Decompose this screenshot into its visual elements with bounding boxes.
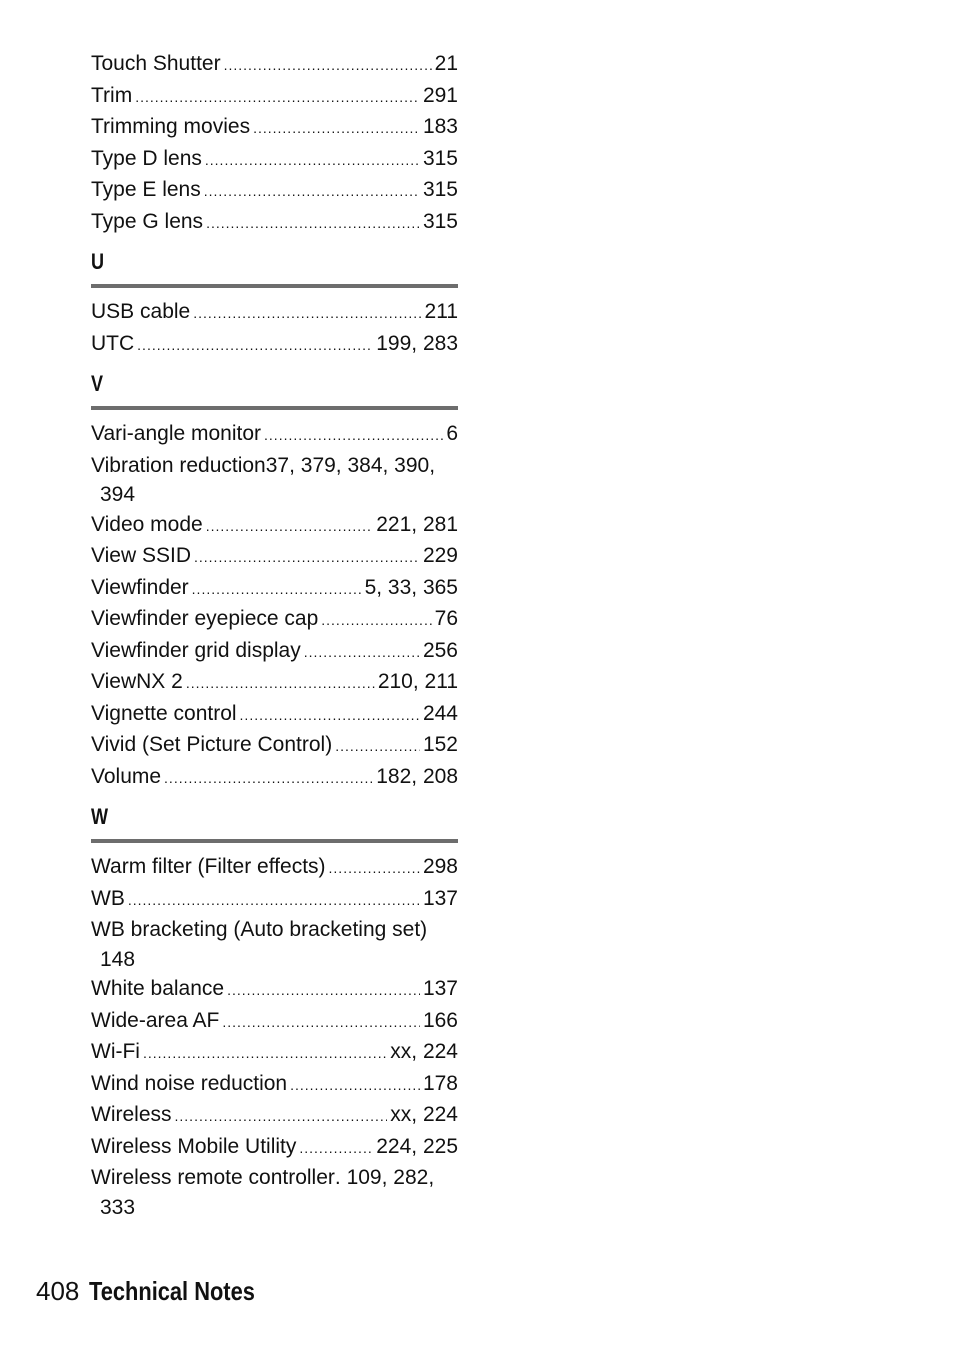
- entry-term: WB bracketing (Auto bracketing set): [91, 918, 428, 941]
- entry-pages: 37, 379, 384, 390,: [265, 453, 436, 477]
- entry-pages: 137: [422, 886, 458, 910]
- entry-pages-continued: 394: [100, 483, 136, 506]
- dot-leader: [222, 1008, 420, 1038]
- entry-pages: 183: [422, 115, 458, 138]
- entry-term: Touch Shutter: [91, 52, 221, 75]
- dot-leader: [137, 331, 373, 361]
- dot-leader: [253, 114, 420, 144]
- entry-term: Volume: [91, 764, 162, 788]
- entry-pages: 76: [434, 607, 458, 630]
- entry-term: Trimming movies: [91, 115, 251, 138]
- section-letter: U: [91, 249, 105, 274]
- page-number: 408: [36, 1276, 80, 1306]
- index-entry: [91, 207, 458, 239]
- entry-term: Wireless Mobile Utility: [91, 1134, 297, 1158]
- dot-leader: [204, 177, 420, 207]
- dot-leader: [186, 669, 375, 699]
- dot-leader: [329, 854, 420, 884]
- dot-leader: [299, 1134, 373, 1164]
- entry-term: Viewfinder grid display: [91, 638, 301, 662]
- dot-leader: [135, 83, 420, 113]
- entry-pages: 291: [422, 83, 458, 107]
- dot-leader: [206, 512, 374, 542]
- entry-term: Wide-area AF: [91, 1008, 220, 1032]
- dot-leader: [128, 886, 420, 916]
- dot-leader: [264, 421, 443, 451]
- section-divider: [91, 284, 458, 288]
- dot-leader: [224, 51, 432, 81]
- entry-pages: 6: [446, 422, 458, 445]
- entry-term: USB cable: [91, 300, 191, 323]
- entry-pages-continued: 148: [100, 947, 136, 971]
- dot-leader: [290, 1071, 420, 1101]
- index-entry: [91, 573, 458, 605]
- index-entry: [91, 852, 458, 884]
- dot-leader: [143, 1039, 387, 1069]
- dot-leader: [335, 732, 420, 762]
- entry-pages: 178: [422, 1071, 458, 1095]
- dot-leader: [240, 701, 420, 731]
- index-entry: [91, 699, 458, 731]
- entry-term: View SSID: [91, 544, 191, 567]
- entry-term: Type E lens: [91, 178, 201, 201]
- dot-leader: [206, 209, 420, 239]
- entry-term: Vibration reduction: [91, 453, 266, 477]
- entry-term: Type D lens: [91, 146, 202, 170]
- dot-leader: [194, 543, 420, 573]
- entry-term: Viewfinder eyepiece cap: [91, 607, 319, 630]
- dot-leader: [227, 976, 420, 1006]
- entry-term: Vignette control: [91, 701, 237, 725]
- entry-pages: 256: [422, 638, 458, 662]
- entry-term: Wireless remote controller: [91, 1166, 335, 1189]
- index-entry: [91, 175, 458, 207]
- entry-pages: 199, 283: [376, 331, 458, 355]
- entry-term: Warm filter (Filter effects): [91, 855, 326, 878]
- entry-term: UTC: [91, 331, 135, 355]
- index-entry: [91, 1037, 458, 1069]
- entry-pages: 21: [434, 52, 458, 75]
- entry-pages: 210, 211: [377, 670, 458, 693]
- entry-term: Type G lens: [91, 209, 204, 233]
- index-entry: [91, 329, 458, 361]
- entry-term: Wind noise reduction: [91, 1071, 288, 1095]
- entry-pages: 315: [422, 209, 458, 233]
- dot-leader: [164, 764, 373, 794]
- section-letter: W: [91, 804, 109, 829]
- index-entry: [91, 636, 458, 668]
- entry-term: Video mode: [91, 512, 203, 536]
- entry-pages-continued: 333: [100, 1195, 136, 1219]
- index-entry: [91, 419, 458, 451]
- index-entry: [91, 1163, 458, 1193]
- dot-leader: [192, 575, 362, 605]
- index-column: [91, 49, 458, 1222]
- entry-term: Wireless: [91, 1103, 172, 1126]
- entry-pages: 182, 208: [376, 764, 458, 788]
- entry-term: ViewNX 2: [91, 670, 183, 693]
- section-title: Technical Notes: [89, 1276, 256, 1306]
- dot-leader: [205, 146, 420, 176]
- entry-pages: 137: [422, 977, 458, 1000]
- page-footer: [36, 1276, 287, 1307]
- entry-pages: 211: [424, 300, 458, 323]
- section-letter: V: [91, 371, 104, 396]
- entry-pages: 166: [422, 1008, 458, 1032]
- entry-pages: 5, 33, 365: [364, 575, 458, 599]
- index-entry: [91, 1100, 458, 1132]
- entry-term: Wi-Fi: [91, 1040, 140, 1063]
- index-entry: [91, 510, 458, 542]
- index-entry: [91, 1069, 458, 1101]
- entry-term: WB: [91, 886, 125, 910]
- entry-term: Vivid (Set Picture Control): [91, 733, 333, 756]
- section-divider: [91, 839, 458, 843]
- dot-leader: [304, 638, 420, 668]
- index-entry: [91, 81, 458, 113]
- section-divider: [91, 406, 458, 410]
- index-entry: [91, 112, 458, 144]
- entry-pages: xx, 224: [390, 1040, 458, 1063]
- index-entry: [91, 604, 458, 636]
- entry-pages: 315: [422, 146, 458, 170]
- entry-pages: 224, 225: [376, 1134, 458, 1158]
- entry-pages: 298: [422, 855, 458, 878]
- entry-pages: . 109, 282,: [334, 1166, 435, 1189]
- entry-pages: 244: [422, 701, 458, 725]
- index-entry: [91, 884, 458, 916]
- dot-leader: [193, 299, 421, 329]
- index-entry: [91, 974, 458, 1006]
- entry-pages: 221, 281: [376, 512, 458, 536]
- dot-leader: [321, 606, 431, 636]
- entry-pages: xx, 224: [390, 1103, 458, 1126]
- entry-term: Vari-angle monitor: [91, 422, 262, 445]
- index-entry: [91, 762, 458, 794]
- index-entry: [91, 297, 458, 329]
- entry-pages: 229: [422, 544, 458, 567]
- entry-pages: 315: [422, 178, 458, 201]
- index-entry: [91, 541, 458, 573]
- index-entry: [91, 451, 458, 481]
- entry-pages: 152: [422, 733, 458, 756]
- index-entry: [91, 730, 458, 762]
- index-entry: [91, 667, 458, 699]
- index-entry: [91, 1132, 458, 1164]
- index-entry: [91, 49, 458, 81]
- index-entry: [91, 144, 458, 176]
- entry-term: Trim: [91, 83, 133, 107]
- entry-term: White balance: [91, 977, 225, 1000]
- entry-term: Viewfinder: [91, 575, 189, 599]
- index-entry: [91, 1006, 458, 1038]
- index-entry: [91, 915, 458, 974]
- dot-leader: [175, 1102, 388, 1132]
